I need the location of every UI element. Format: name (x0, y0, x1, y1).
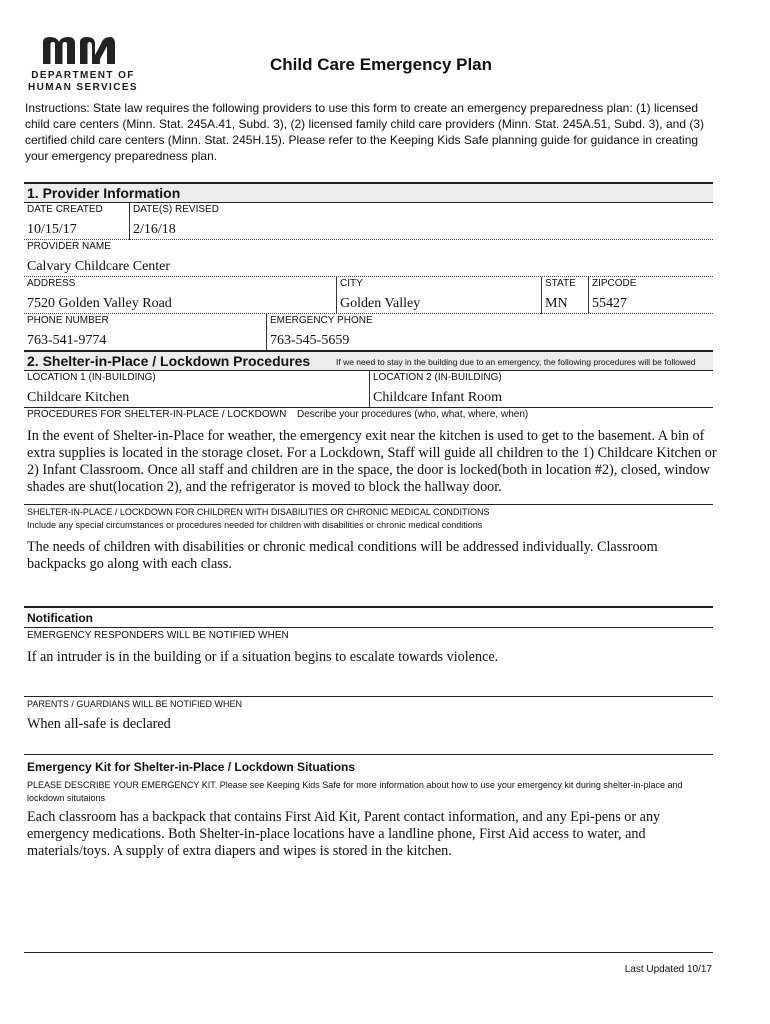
divider (541, 277, 542, 314)
location-1-field[interactable]: Childcare Kitchen (27, 390, 130, 405)
divider (24, 952, 713, 953)
divider (24, 239, 713, 240)
responders-label: EMERGENCY RESPONDERS WILL BE NOTIFIED WHEN (27, 630, 289, 641)
dates-revised-field[interactable]: 2/16/18 (133, 222, 176, 237)
address-label: ADDRESS (27, 278, 76, 289)
section-divider (24, 606, 713, 608)
phone-label: PHONE NUMBER (27, 315, 109, 326)
special-needs-label: SHELTER-IN-PLACE / LOCKDOWN FOR CHILDREN WITH DISABILITIES OR CHRONIC MEDICAL CONDITIONS (27, 507, 490, 517)
parents-field[interactable]: When all-safe is declared (27, 716, 171, 732)
location-2-label: LOCATION 2 (IN-BUILDING) (373, 372, 502, 383)
zipcode-label: ZIPCODE (592, 278, 637, 289)
divider (369, 371, 370, 408)
date-created-field[interactable]: 10/15/17 (27, 222, 77, 237)
provider-name-label: PROVIDER NAME (27, 241, 111, 252)
procedures-label: PROCEDURES FOR SHELTER-IN-PLACE / LOCKDOWN (27, 409, 287, 420)
procedures-field[interactable]: In the event of Shelter-in-Place for weather, the emergency exit near the kitchen is used to get to the basement. A bin of extra supplies is located in the storage closet. For a Lockdown, Staff will guide all children to the 1) Childcare Kitchen or 2) Infant Classroom. Once all staff and children are in the space, the door is locked(both in location #2), closed, window shades are shut(location 2), and the refrigerator is moved to block the hallway door. (27, 428, 717, 495)
location-1-label: LOCATION 1 (IN-BUILDING) (27, 372, 156, 383)
date-created-label: DATE CREATED (27, 204, 103, 215)
divider (24, 627, 713, 628)
dates-revised-label: DATE(S) REVISED (133, 204, 219, 215)
page-title: Child Care Emergency Plan (270, 55, 493, 74)
emergency-kit-field[interactable]: Each classroom has a backpack that contains First Aid Kit, Parent contact information, and any Epi-pens or any emergency medications. Both Shelter-in-place locations have a landline phone, First Aid access to water, and materials/toys. A supply of extra diapers and wipes is stored in the kitchen. (27, 809, 661, 859)
location-2-field[interactable]: Childcare Infant Room (373, 390, 503, 405)
emergency-kit-heading: Emergency Kit for Shelter-in-Place / Lockdown Situations (27, 760, 356, 774)
responders-field[interactable]: If an intruder is in the building or if a situation begins to escalate towards violence. (27, 649, 499, 665)
instructions-text: Instructions: State law requires the following providers to use this form to create an emergency preparedness plan: (1) licensed child care centers (Minn. Stat. 245A.41, Subd. 3), (2) licensed family child care providers (Minn. Stat. 245A.51, Subd. 3), and (3) certified child care centers (Minn. Stat. 245H.15). Please refer to the Keeping Kids Safe planning guide for guidance in creating your emergency preparedness plan. (25, 101, 704, 163)
city-label: CITY (340, 278, 363, 289)
divider (24, 202, 713, 203)
address-field[interactable]: 7520 Golden Valley Road (27, 296, 172, 311)
state-field[interactable]: MN (545, 296, 568, 311)
special-needs-field[interactable]: The needs of children with disabilities or chronic medical conditions will be addressed individually. Classroom backpacks go along with each class. (27, 539, 658, 572)
special-needs-hint: Include any special circumstances or procedures needed for children with disabilities or chronic medical conditions (27, 520, 483, 530)
divider (24, 276, 713, 277)
divider (24, 754, 713, 755)
emergency-kit-hint: PLEASE DESCRIBE YOUR EMERGENCY KIT. Please see Keeping Kids Safe for more information about how to use your emergency kit during shelter-in-place and lockdown situtaions (27, 780, 683, 803)
section-1-heading: 1. Provider Information (27, 185, 181, 201)
provider-name-field[interactable]: Calvary Childcare Center (27, 259, 171, 274)
notification-heading: Notification (27, 611, 93, 625)
divider (129, 203, 130, 240)
divider (24, 313, 713, 314)
section-2-note: If we need to stay in the building due to an emergency, the following procedures will be followed (336, 357, 696, 367)
divider (24, 407, 713, 408)
section-2-heading: 2. Shelter-in-Place / Lockdown Procedures (27, 353, 311, 369)
mn-logo-icon (40, 34, 116, 64)
parents-label: PARENTS / GUARDIANS WILL BE NOTIFIED WHEN (27, 699, 243, 709)
zipcode-field[interactable]: 55427 (592, 296, 627, 311)
city-field[interactable]: Golden Valley (340, 296, 421, 311)
divider (24, 696, 713, 697)
divider (336, 277, 337, 314)
divider (266, 314, 267, 351)
department-name: DEPARTMENT OF HUMAN SERVICES (28, 70, 138, 93)
phone-field[interactable]: 763-541-9774 (27, 333, 107, 348)
procedures-hint: Describe your procedures (who, what, where, when) (297, 409, 529, 420)
emergency-phone-label: EMERGENCY PHONE (270, 315, 373, 326)
divider (24, 504, 713, 505)
last-updated: Last Updated 10/17 (624, 964, 712, 975)
divider (588, 277, 589, 314)
emergency-phone-field[interactable]: 763-545-5659 (270, 333, 350, 348)
state-label: STATE (545, 278, 576, 289)
